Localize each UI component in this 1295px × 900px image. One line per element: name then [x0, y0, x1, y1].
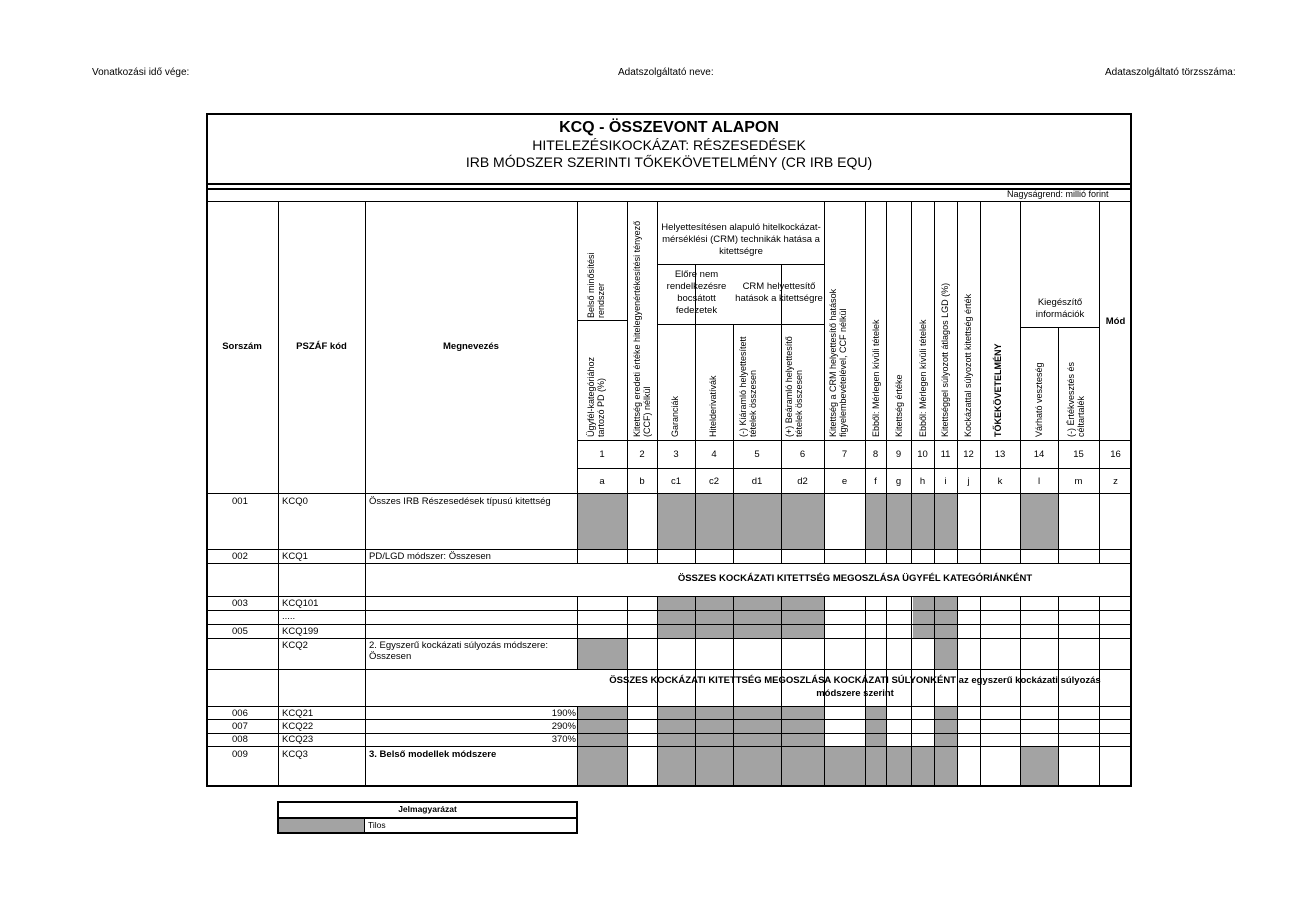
row-008-sorszam: 008	[232, 734, 248, 745]
section-kockazati-suly: ÖSSZES KOCKÁZATI KITETTSÉG MEGOSZLÁSA KOCKÁZATI SÚLYONKÉNT az egyszerű kockázati súlyozás módszere szerint	[609, 675, 1101, 699]
header-elore-nem: Előre nem rendelkezésre bocsátott fedezetek	[666, 269, 727, 316]
column-number: 13	[994, 449, 1006, 460]
row-003-kod: KCQ101	[282, 598, 319, 609]
header-c1: Ügyfél-kategóriához tartozó PD (%)	[586, 356, 606, 437]
header-crm-group: Helyettesítésen alapuló hitelkockázat-mérséklési (CRM) technikák hatása a kitettségre	[661, 222, 821, 257]
column-number: 10	[917, 449, 928, 460]
column-letter: g	[895, 476, 902, 487]
header-c5: (-) Kiáramló helyettesített tételek összesen	[738, 336, 758, 437]
unit-note: Nagyságrend: millió forint	[1007, 189, 1109, 199]
header-c6: (+) Beáramló helyettesítő tételek összesen	[784, 336, 804, 437]
header-c9: Kitettség értéke	[894, 374, 904, 437]
column-letter: h	[919, 476, 926, 487]
column-number: 7	[841, 449, 848, 460]
row-007-sorszam: 007	[232, 721, 248, 732]
col-megnevezes: Megnevezés	[443, 341, 499, 352]
col-pszaf-kod: PSZÁF kód	[296, 341, 347, 352]
row-008-kod: KCQ23	[282, 734, 314, 745]
column-number: 14	[1033, 449, 1045, 460]
header-c10: Ebből: Mérlegen kívüli tételek	[918, 319, 928, 437]
legend-title: Jelmagyarázat	[398, 804, 457, 814]
header-belso-minositesi: Belső minősítési rendszer	[586, 252, 606, 318]
row-005-kod: KCQ199	[282, 626, 319, 637]
column-number: 12	[963, 449, 974, 460]
column-number: 16	[1110, 449, 1121, 460]
row-kcq2-nev: 2. Egyszerű kockázati súlyozás módszere: Összesen	[369, 640, 548, 662]
row-007-nev: 290%	[551, 721, 576, 732]
column-letter: m	[1074, 476, 1083, 487]
row-006-kod: KCQ21	[282, 708, 314, 719]
column-number: 9	[895, 449, 902, 460]
column-number: 6	[799, 449, 806, 460]
title-line-3: IRB MÓDSZER SZERINTI TŐKEKÖVETELMÉNY (CR IRB EQU)	[465, 154, 873, 170]
header-c4: Hitelderivatívák	[708, 375, 718, 437]
header-c15: (-) Értékvesztés és céltartalék	[1066, 361, 1086, 437]
legend-item: Tilos	[368, 820, 386, 830]
row-001-nev: Összes IRB Részesedések típusú kitettség	[369, 496, 551, 507]
row-001-kod: KCQ0	[282, 496, 308, 507]
column-letter: e	[841, 476, 848, 487]
column-letter: f	[874, 476, 877, 487]
form-title	[206, 113, 1132, 185]
col-sorszam: Sorszám	[222, 341, 262, 352]
column-letter: j	[967, 476, 970, 487]
column-number: 15	[1073, 449, 1084, 460]
title-line-2: HITELEZÉSIKOCKÁZAT: RÉSZESEDÉSEK	[532, 137, 806, 153]
title-line-1: KCQ - ÖSSZEVONT ALAPON	[559, 119, 779, 136]
row-009-kod: KCQ3	[282, 749, 308, 760]
provider-name-label: Adatszolgáltató neve:	[618, 67, 714, 78]
provider-id-label: Adataszolgáltató törzsszáma:	[1105, 67, 1236, 78]
column-letter: c1	[670, 476, 682, 487]
row-kcq2-kod: KCQ2	[282, 640, 308, 651]
row-002-kod: KCQ1	[282, 551, 308, 562]
column-letter: d2	[797, 476, 808, 487]
row-006-sorszam: 006	[232, 708, 248, 719]
header-c2: Kitettség eredeti értéke hitelegyenértékesítési tényező (CCF) nélkül	[632, 220, 652, 437]
column-number: 4	[711, 449, 717, 460]
column-letter: l	[1037, 476, 1041, 487]
column-number: 2	[639, 449, 645, 460]
header-c3: Garanciák	[670, 395, 680, 437]
header-kiegeszito: Kiegészítő információk	[1035, 297, 1085, 320]
row-005-sorszam: 005	[232, 626, 248, 637]
column-letter: z	[1113, 476, 1118, 487]
column-letter: c2	[708, 476, 720, 487]
row-009-sorszam: 009	[232, 749, 248, 760]
row-003-sorszam: 003	[232, 598, 248, 609]
column-letter: b	[639, 476, 645, 487]
header-crm-helyettesito: CRM helyettesítő hatások a kitettségre	[735, 281, 823, 304]
column-number: 8	[872, 449, 879, 460]
column-number: 3	[673, 449, 679, 460]
row-008-nev: 370%	[551, 734, 576, 745]
section-ugyfel-kategoria: ÖSSZES KOCKÁZATI KITETTSÉG MEGOSZLÁSA ÜGYFÉL KATEGÓRIÁNKÉNT	[677, 573, 1033, 584]
row-006-nev: 190%	[551, 708, 576, 719]
header-c13: TŐKEKÖVETELMÉNY	[993, 343, 1003, 437]
column-letter: i	[944, 476, 947, 487]
header-c12: Kockázattal súlyozott kitettség érték	[963, 293, 973, 437]
row-001-sorszam: 001	[232, 496, 248, 507]
column-number: 1	[599, 449, 605, 460]
row-002-nev: PD/LGD módszer: Összesen	[369, 551, 491, 562]
header-c11: Kitettséggel súlyozott átlagos LGD (%)	[940, 282, 950, 437]
row-002-sorszam: 002	[232, 551, 248, 562]
column-letter: d1	[751, 476, 763, 487]
row-dots-kod: .....	[282, 611, 296, 622]
reference-period-label: Vonatkozási idő vége:	[92, 67, 190, 78]
column-letter: k	[997, 476, 1003, 487]
column-number: 11	[940, 449, 951, 460]
legend-swatch	[279, 819, 364, 832]
row-009-nev: 3. Belső modellek módszere	[369, 749, 497, 760]
row-007-kod: KCQ22	[282, 721, 314, 732]
header-c14: Várható veszteség	[1034, 362, 1044, 437]
header-c7: Kitettség a CRM helyettesítő hatások figyelembevételével, CCF nélkül	[828, 288, 848, 437]
column-number: 5	[754, 449, 760, 460]
header-c16: Mód	[1105, 316, 1126, 327]
column-letter: a	[599, 476, 605, 487]
header-c8: Ebből: Mérlegen kívüli tételek	[871, 319, 881, 437]
